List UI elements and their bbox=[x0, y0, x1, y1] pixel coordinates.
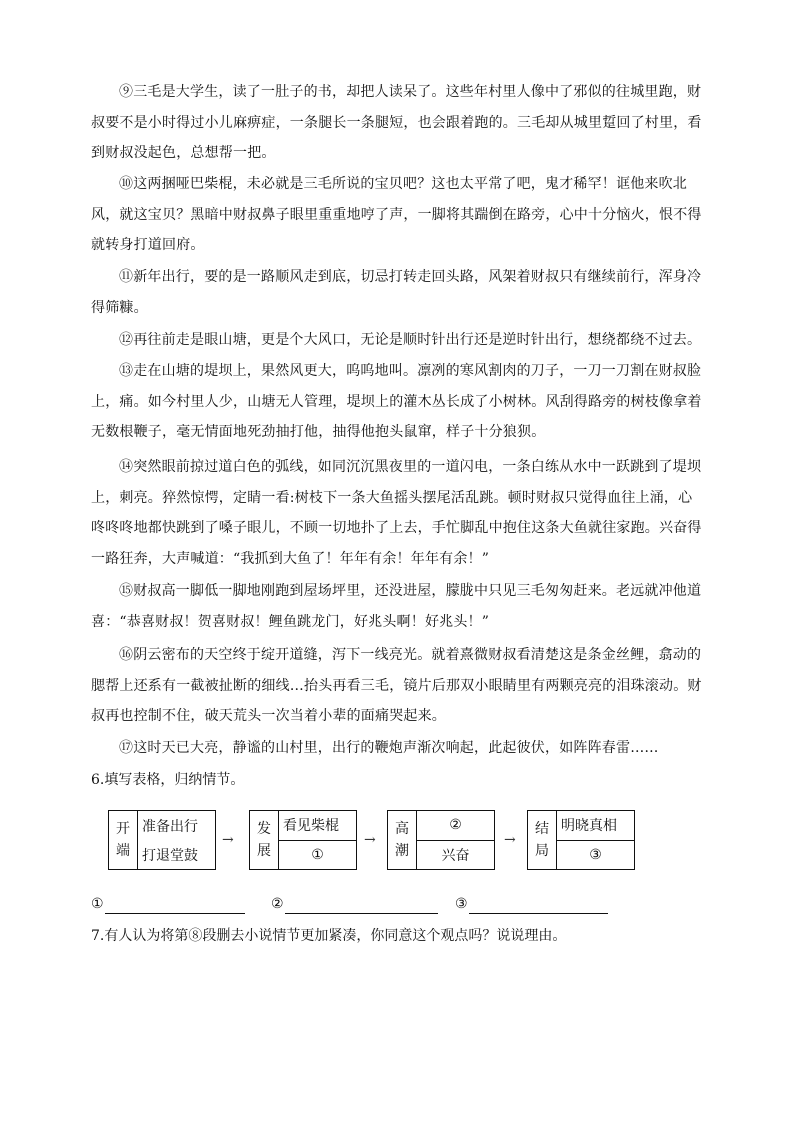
plot-cell: 看见柴棍 bbox=[283, 818, 339, 835]
question-6-prompt: 6.填写表格，归纳情节。 bbox=[91, 772, 245, 788]
question-7-prompt: 7.有人认为将第⑧段删去小说情节更加紧凑，你同意这个观点吗？说说理由。 bbox=[91, 928, 567, 944]
header-char: 局 bbox=[535, 843, 549, 859]
plot-box-header bbox=[250, 811, 279, 869]
plot-box-development bbox=[249, 810, 357, 870]
paragraph-11: ⑪新年出行，要的是一路顺风走到底，切忌打转走回头路，风架着财叔只有继续前行，浑身冷得筛糠。 bbox=[91, 269, 702, 316]
answer-blank-1[interactable] bbox=[91, 894, 245, 914]
plot-cell: 明晓真相 bbox=[561, 818, 617, 835]
arrow-icon: → bbox=[222, 832, 234, 848]
paragraph-15: ⑮财叔高一脚低一脚地刚跑到屋场坪里，还没进屋，朦胧中只见三毛匆匆赶来。老远就冲他道喜：“恭喜财叔！贺喜财叔！鲤鱼跳龙门，好兆头啊！好兆头！” bbox=[91, 583, 702, 630]
plot-box-header bbox=[528, 811, 557, 869]
plot-box-header bbox=[388, 811, 417, 869]
header-char: 端 bbox=[116, 843, 130, 859]
paragraph-13: ⑬走在山塘的堤坝上，果然风更大，呜呜地叫。凛冽的寒风割肉的刀子，一刀一刀割在财叔脸上，痛。如今村里人少，山塘无人管理，堤坝上的灌木丛长成了小树林。风刮得路旁的树枝像拿着无数根鞭子，毫无情面地死劲抽打他，抽得他抱头鼠窜，样子十分狼狈。 bbox=[91, 363, 702, 440]
header-char: 潮 bbox=[395, 843, 409, 859]
paragraph-16: ⑯阴云密布的天空终于绽开道缝，泻下一线亮光。就着熹微财叔看清楚这是条金丝鲤，翕动的腮帮上还系有一截被扯断的细线…抬头再看三毛，镜片后那双小眼睛里有两颗亮亮的泪珠滚动。财叔再也控制不住，破天荒头一次当着小辈的面痛哭起来。 bbox=[91, 647, 702, 724]
plot-cell: 兴奋 bbox=[441, 847, 470, 864]
blank-label: ② bbox=[271, 896, 284, 912]
header-char: 发 bbox=[257, 821, 271, 837]
plot-cell: 准备出行 bbox=[142, 818, 198, 835]
answer-blank-2[interactable] bbox=[271, 894, 438, 914]
answer-blank-3[interactable] bbox=[455, 894, 608, 914]
paragraph-9: ⑨三毛是大学生，读了一肚子的书，却把人读呆了。这些年村里人像中了邪似的往城里跑，财叔要不是小时得过小儿麻痹症，一条腿长一条腿短，也会跟着跑的。三毛却从城里踅回了村里，看到财叔没起色，总想帮一把。 bbox=[91, 84, 702, 161]
paragraph-12: ⑫再往前走是眼山塘，更是个大风口，无论是顺时针出行还是逆时针出行，想绕都绕不过去。 bbox=[119, 332, 702, 348]
blank-line[interactable] bbox=[469, 899, 608, 914]
paragraph-14: ⑭突然眼前掠过道白色的弧线，如同沉沉黑夜里的一道闪电，一条白练从水中一跃跳到了堤坝上，刺亮。猝然惊愕，定睛一看:树枝下一条大鱼摇头摆尾活乱跳。顿时财叔只觉得血往上涌，心咚咚咚地都快跳到了嗓子眼儿，不顾一切地扑了上去，手忙脚乱中抱住这条大鱼就往家跑。兴奋得一路狂奔，大声喊道：“我抓到大鱼了！年年有余！年年有余！” bbox=[91, 459, 702, 567]
blank-label: ③ bbox=[455, 896, 468, 912]
answer-slot-1[interactable]: ① bbox=[279, 840, 356, 870]
arrow-icon: → bbox=[504, 832, 516, 848]
header-char: 展 bbox=[257, 843, 271, 859]
blank-line[interactable] bbox=[105, 899, 245, 914]
answer-slot-3[interactable]: ③ bbox=[557, 840, 634, 870]
plot-box-ending bbox=[527, 810, 635, 870]
header-char: 开 bbox=[116, 821, 130, 837]
plot-cell: 打退堂鼓 bbox=[142, 847, 198, 864]
paragraph-10: ⑩这两捆哑巴柴棍，未必就是三毛所说的宝贝吧？这也太平常了吧，鬼才稀罕！诓他来吹北风，就这宝贝？黑暗中财叔鼻子眼里重重地哼了声，一脚将其踹倒在路旁，心中十分恼火，恨不得就转身打道回府。 bbox=[91, 176, 702, 253]
blank-line[interactable] bbox=[285, 899, 438, 914]
plot-box-climax bbox=[387, 810, 495, 870]
paragraph-17: ⑰这时天已大亮，静谧的山村里，出行的鞭炮声渐次响起，此起彼伏，如阵阵春雷…… bbox=[119, 740, 659, 756]
plot-box-beginning bbox=[108, 810, 216, 870]
plot-box-header bbox=[109, 811, 138, 869]
arrow-icon: → bbox=[364, 832, 376, 848]
blank-label: ① bbox=[91, 896, 104, 912]
header-char: 高 bbox=[395, 821, 409, 837]
header-char: 结 bbox=[535, 821, 549, 837]
answer-slot-2[interactable]: ② bbox=[417, 811, 494, 841]
